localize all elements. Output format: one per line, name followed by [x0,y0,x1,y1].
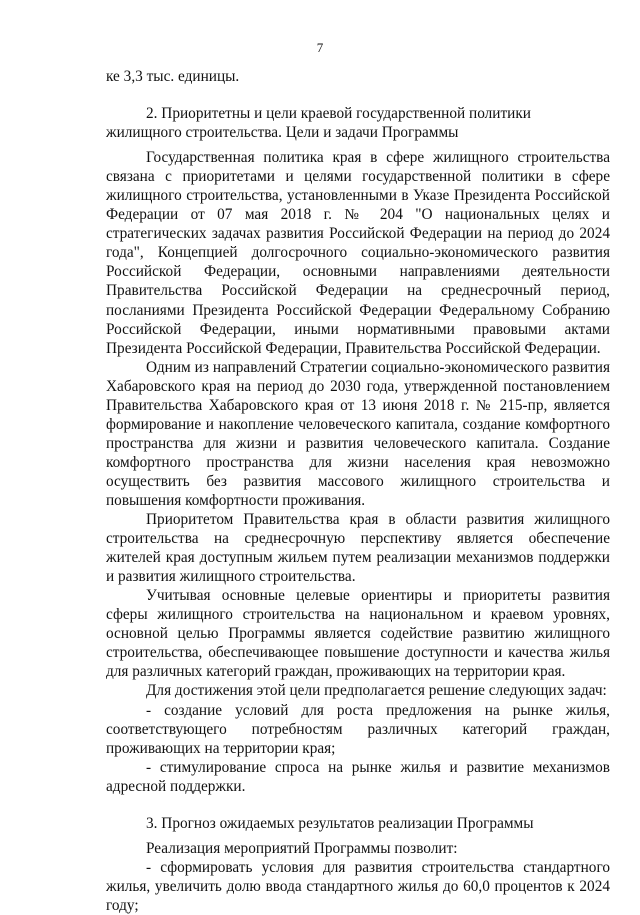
paragraph-tasks-intro: Для достижения этой цели предполагается решение следующих задач: [146,682,607,700]
page-number: 7 [316,40,324,55]
list-item-result-1: - сформировать условия для развития строительства стандартного жилья, увеличить долю ввода стандартного жилья до 60,0 процентов к 2024 году; [106,858,610,914]
paragraph-program-goal: Учитывая основные целевые ориентиры и приоритеты развития сферы жилищного строительства на национальном и краевом уровнях, основной целью Программы является содействие развитию жилищного строительства, обеспечивающее повышение доступности и качества жилья для различных категорий граждан, проживающих на территории края. [106,587,610,681]
paragraph-state-policy: Государственная политика края в сфере жилищного строительства связана с приоритетами и целями государственной политики в сфере жилищного строительства, установленными в Указе Президента Российской Федерации от 07 мая 2018 г. № 204 "О национальных целях и стратегических задачах развития Российской Федерации на период до 2024 года", Концепцией долгосрочного социально-экономического развития Российской Федерации, основными направлениями деятельности Правительства Российской Федерации на среднесрочный период, посланиями Президента Российской Федерации Федеральному Собранию Российской Федерации, иными нормативными правовыми актами Президента Российской Федерации, Правительства Российской Федерации. [106,149,610,357]
list-item-task-2: - стимулирование спроса на рынке жилья и развитие механизмов адресной поддержки. [106,758,610,795]
section-heading-2: 2. Приоритетны и цели краевой государственной политики жилищного строительства. Цели и задачи Программы [106,105,531,142]
paragraph-results-intro: Реализация мероприятий Программы позволит: [146,839,458,857]
section-heading-3: 3. Прогноз ожидаемых результатов реализации Программы [146,814,534,832]
paragraph-continuation: ке 3,3 тыс. единицы. [106,68,240,85]
paragraph-strategy: Одним из направлений Стратегии социально-экономического развития Хабаровского края на период до 2030 года, утвержденной постановлением Правительства Хабаровского края от 13 июня 2018 г. № 215-пр, является формирование и накопление человеческого капитала, создание комфортного пространства для жизни и развития человеческого капитала. Создание комфортного пространства для жизни населения края невозможно осуществить без развития массового жилищного строительства и повышения комфортности проживания. [106,358,610,509]
paragraph-priority: Приоритетом Правительства края в области развития жилищного строительства на среднесрочную перспективу является обеспечение жителей края доступным жильем путем реализации механизмов поддержки и развития жилищного строительства. [106,511,610,586]
document-body [106,67,610,915]
list-item-task-1: - создание условий для роста предложения на рынке жилья, соответствующего потребностям различных категорий граждан, проживающих на территории края; [106,701,610,757]
